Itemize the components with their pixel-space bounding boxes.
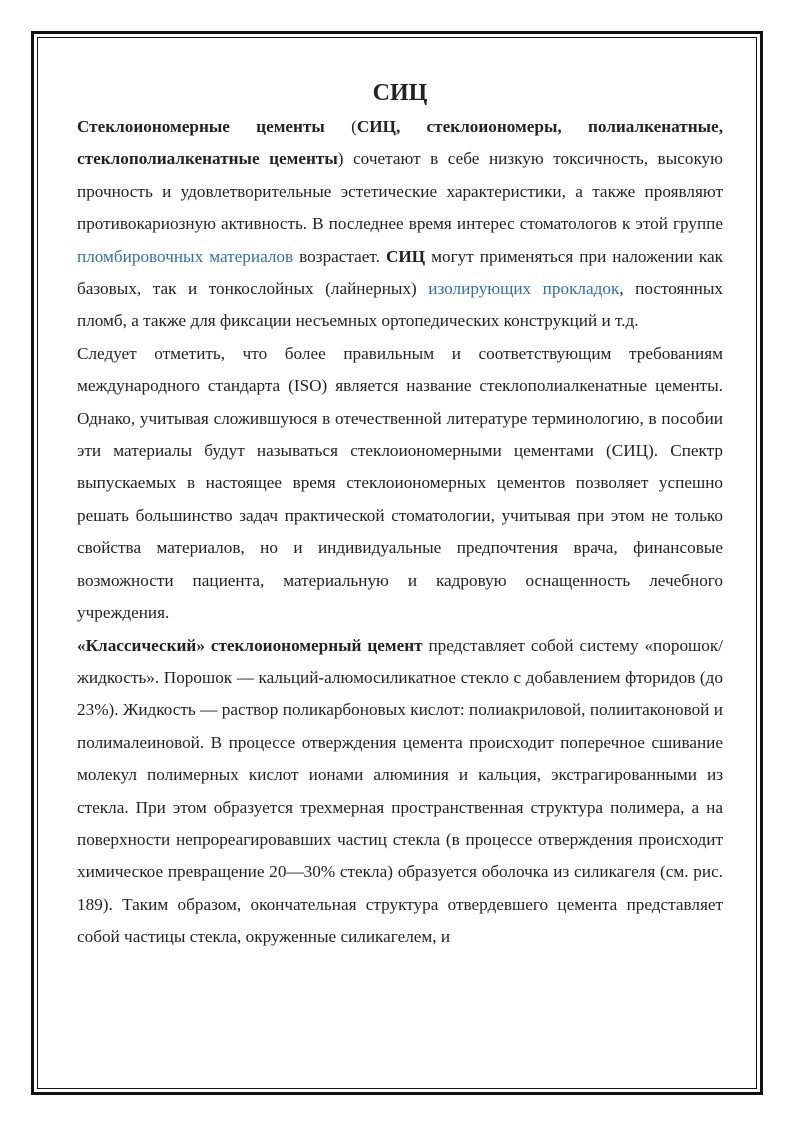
term-bold: Стеклоиономерные цементы (77, 117, 325, 136)
link-insulating-liners[interactable]: изолирующих прокладок (428, 279, 620, 299)
document-body (77, 75, 723, 954)
paragraph-intro: Стеклоиономерные цементы (СИЦ, стеклоиономеры, полиалкенатные, стеклополиалкенатные цементы) сочетают в себе низкую токсичность, высокую прочность и удовлетворительные эстетические характеристики, а также проявляют противокариозную активность. В последнее время интерес стоматологов к этой группе пломбировочных материалов возрастает. СИЦ могут применяться при наложении как базовых, так и тонкослойных (лайнерных) изолирующих прокладок, постоянных пломб, а также для фиксации несъемных ортопедических конструкций и т.д. (77, 117, 723, 331)
link-filling-materials[interactable]: пломбировочных материалов (77, 246, 294, 266)
paragraph-classic-cement: «Классический» стеклоиономерный цемент представляет собой систему «порошок/жидкость». Порошок — кальций-алюмосиликатное стекло с добавлением фторидов (до 23%). Жидкость — раствор поликарбоновых кислот: полиакриловой, полиитаконовой и полималеиновой. В процессе отверждения цемента происходит поперечное сшивание молекул полимерных кислот ионами алюминия и кальция, экстрагированными из стекла. При этом образуется трехмерная пространственная структура полимера, а на поверхности непрореагировавших частиц стекла (в процессе отверждения происходит химическое превращение 20—30% стекла) образуется оболочка из силикагеля (см. рис. 189). Таким образом, окончательная структура отвердевшего цемента представляет собой частицы стекла, окруженные силикагелем, и (77, 635, 723, 947)
paragraph-terminology: Следует отметить, что более правильным и соответствующим требованиям международного стандарта (ISO) является название стеклополиалкенатные цементы. Однако, учитывая сложившуюся в отечественной литературе терминологию, в пособии эти материалы будут называться стеклоиономерными цементами (СИЦ). Спектр выпускаемых в настоящее время стеклоиономерных цементов позволяет успешно решать большинство задач практической стоматологии, учитывая при этом не только свойства материалов, но и индивидуальные предпочтения врача, финансовые возможности пациента, материальную и кадровую оснащенность лечебного учреждения. (77, 343, 723, 623)
classic-cement-bold: «Классический» стеклоиономерный цемент (77, 635, 423, 655)
synonyms-bold: СИЦ, стеклоиономеры, полиалкенатные, стеклополиалкенатные цементы (77, 117, 723, 169)
page-title: СИЦ (372, 80, 428, 106)
abbr-bold: СИЦ (385, 246, 426, 266)
